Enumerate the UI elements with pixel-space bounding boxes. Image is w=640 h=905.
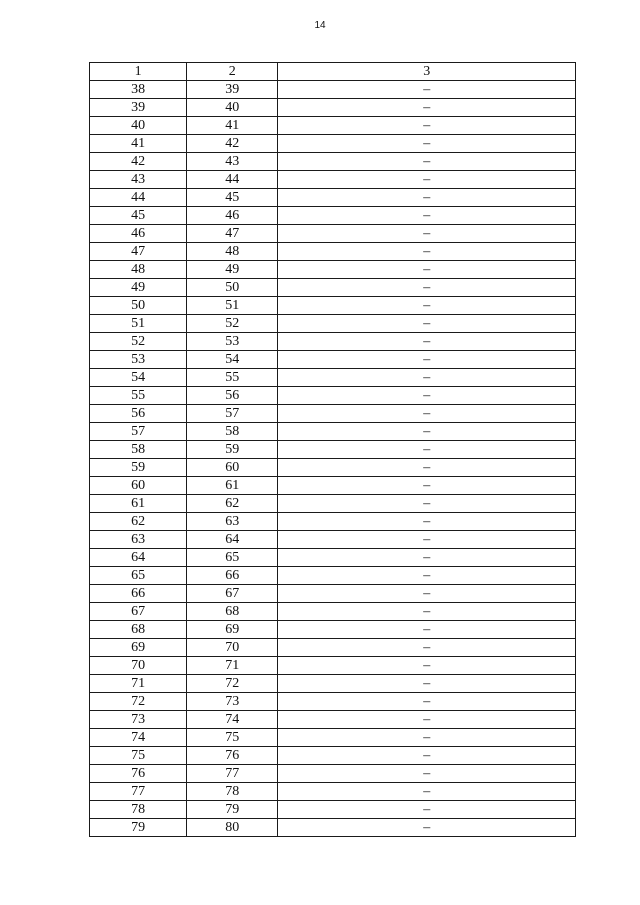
table-cell-col-2: 60	[187, 459, 278, 477]
table-cell-col-3: –	[278, 387, 576, 405]
table-row	[90, 783, 576, 801]
table-cell-col-1: 41	[90, 135, 187, 153]
table-cell-col-2: 70	[187, 639, 278, 657]
table-cell-col-3: –	[278, 639, 576, 657]
table-row	[90, 513, 576, 531]
table-cell-col-2: 48	[187, 243, 278, 261]
table-cell-col-2: 79	[187, 801, 278, 819]
table-row	[90, 423, 576, 441]
table-row	[90, 81, 576, 99]
table-cell-col-2: 44	[187, 171, 278, 189]
table-cell-col-1: 59	[90, 459, 187, 477]
table-row	[90, 99, 576, 117]
table-cell-col-2: 49	[187, 261, 278, 279]
column-header-1: 1	[90, 63, 187, 81]
table-row	[90, 729, 576, 747]
table-row	[90, 711, 576, 729]
table-cell-col-3: –	[278, 765, 576, 783]
table-cell-col-1: 75	[90, 747, 187, 765]
table-cell-col-1: 54	[90, 369, 187, 387]
table-cell-col-3: –	[278, 567, 576, 585]
table-cell-col-3: –	[278, 279, 576, 297]
table-cell-col-1: 57	[90, 423, 187, 441]
table-row	[90, 531, 576, 549]
table-cell-col-1: 77	[90, 783, 187, 801]
table-cell-col-2: 55	[187, 369, 278, 387]
table-cell-col-3: –	[278, 171, 576, 189]
table-cell-col-1: 49	[90, 279, 187, 297]
table-cell-col-3: –	[278, 675, 576, 693]
table-cell-col-1: 56	[90, 405, 187, 423]
table-cell-col-1: 72	[90, 693, 187, 711]
table-cell-col-1: 79	[90, 819, 187, 837]
table-cell-col-2: 52	[187, 315, 278, 333]
table-cell-col-3: –	[278, 333, 576, 351]
table-cell-col-3: –	[278, 117, 576, 135]
table-cell-col-3: –	[278, 405, 576, 423]
table-cell-col-3: –	[278, 819, 576, 837]
table-cell-col-3: –	[278, 99, 576, 117]
table-cell-col-3: –	[278, 495, 576, 513]
table-cell-col-2: 57	[187, 405, 278, 423]
table-cell-col-1: 61	[90, 495, 187, 513]
table-cell-col-2: 50	[187, 279, 278, 297]
table-cell-col-3: –	[278, 135, 576, 153]
table-cell-col-2: 45	[187, 189, 278, 207]
table-cell-col-2: 41	[187, 117, 278, 135]
table-cell-col-3: –	[278, 531, 576, 549]
table-cell-col-2: 61	[187, 477, 278, 495]
table-row	[90, 135, 576, 153]
table-cell-col-1: 46	[90, 225, 187, 243]
table-cell-col-1: 51	[90, 315, 187, 333]
table-cell-col-1: 68	[90, 621, 187, 639]
table-row	[90, 549, 576, 567]
table-cell-col-2: 72	[187, 675, 278, 693]
table-cell-col-2: 39	[187, 81, 278, 99]
table-cell-col-2: 71	[187, 657, 278, 675]
table-cell-col-2: 66	[187, 567, 278, 585]
table-row	[90, 693, 576, 711]
table-cell-col-3: –	[278, 441, 576, 459]
table-cell-col-1: 45	[90, 207, 187, 225]
table-row	[90, 441, 576, 459]
table-cell-col-2: 51	[187, 297, 278, 315]
table-cell-col-2: 80	[187, 819, 278, 837]
table-cell-col-2: 77	[187, 765, 278, 783]
page-number: 14	[314, 20, 326, 31]
table-cell-col-3: –	[278, 423, 576, 441]
table-cell-col-1: 55	[90, 387, 187, 405]
table-row	[90, 585, 576, 603]
table-cell-col-1: 70	[90, 657, 187, 675]
table-cell-col-3: –	[278, 801, 576, 819]
table-cell-col-1: 40	[90, 117, 187, 135]
table-cell-col-3: –	[278, 603, 576, 621]
table-cell-col-3: –	[278, 711, 576, 729]
table-cell-col-1: 42	[90, 153, 187, 171]
table-row	[90, 171, 576, 189]
table-cell-col-2: 74	[187, 711, 278, 729]
table-row	[90, 369, 576, 387]
table-cell-col-3: –	[278, 315, 576, 333]
table-cell-col-2: 40	[187, 99, 278, 117]
table-cell-col-3: –	[278, 477, 576, 495]
table-cell-col-3: –	[278, 657, 576, 675]
column-header-2: 2	[187, 63, 278, 81]
column-header-3: 3	[278, 63, 576, 81]
table-cell-col-3: –	[278, 369, 576, 387]
table-cell-col-1: 65	[90, 567, 187, 585]
table-cell-col-3: –	[278, 747, 576, 765]
data-table	[89, 62, 576, 837]
table-cell-col-3: –	[278, 729, 576, 747]
table-row	[90, 459, 576, 477]
table-cell-col-2: 42	[187, 135, 278, 153]
table-cell-col-3: –	[278, 459, 576, 477]
table-cell-col-3: –	[278, 81, 576, 99]
table-cell-col-1: 73	[90, 711, 187, 729]
table-row	[90, 297, 576, 315]
table-cell-col-1: 76	[90, 765, 187, 783]
table-row	[90, 801, 576, 819]
table-cell-col-1: 69	[90, 639, 187, 657]
table-cell-col-1: 60	[90, 477, 187, 495]
table-row	[90, 621, 576, 639]
table-row	[90, 405, 576, 423]
table-cell-col-3: –	[278, 261, 576, 279]
table-cell-col-3: –	[278, 621, 576, 639]
table-row	[90, 117, 576, 135]
table-cell-col-3: –	[278, 513, 576, 531]
table-row	[90, 819, 576, 837]
table-cell-col-2: 76	[187, 747, 278, 765]
table-cell-col-1: 48	[90, 261, 187, 279]
table-cell-col-2: 54	[187, 351, 278, 369]
table-cell-col-1: 63	[90, 531, 187, 549]
table-cell-col-1: 43	[90, 171, 187, 189]
table-header	[90, 63, 576, 81]
table-row	[90, 657, 576, 675]
table-cell-col-2: 73	[187, 693, 278, 711]
table-cell-col-2: 59	[187, 441, 278, 459]
table-cell-col-3: –	[278, 297, 576, 315]
table-row	[90, 567, 576, 585]
table-cell-col-2: 68	[187, 603, 278, 621]
table-row	[90, 279, 576, 297]
table-cell-col-3: –	[278, 243, 576, 261]
table-cell-col-1: 53	[90, 351, 187, 369]
table-cell-col-3: –	[278, 783, 576, 801]
table-row	[90, 333, 576, 351]
table-cell-col-1: 44	[90, 189, 187, 207]
table-row	[90, 351, 576, 369]
table-cell-col-2: 43	[187, 153, 278, 171]
table-cell-col-2: 56	[187, 387, 278, 405]
table-row	[90, 387, 576, 405]
table-cell-col-2: 62	[187, 495, 278, 513]
table-cell-col-3: –	[278, 207, 576, 225]
table-cell-col-2: 47	[187, 225, 278, 243]
table-cell-col-2: 78	[187, 783, 278, 801]
table-cell-col-3: –	[278, 693, 576, 711]
table-cell-col-1: 74	[90, 729, 187, 747]
table-cell-col-2: 67	[187, 585, 278, 603]
table-row	[90, 477, 576, 495]
table-cell-col-2: 65	[187, 549, 278, 567]
table-cell-col-2: 69	[187, 621, 278, 639]
table-cell-col-2: 63	[187, 513, 278, 531]
table-cell-col-1: 39	[90, 99, 187, 117]
table-body	[90, 81, 576, 837]
table-cell-col-3: –	[278, 549, 576, 567]
table-cell-col-1: 64	[90, 549, 187, 567]
table-cell-col-2: 58	[187, 423, 278, 441]
table-row	[90, 207, 576, 225]
table-cell-col-1: 47	[90, 243, 187, 261]
table-cell-col-3: –	[278, 225, 576, 243]
table-row	[90, 225, 576, 243]
table-cell-col-1: 62	[90, 513, 187, 531]
table-cell-col-1: 52	[90, 333, 187, 351]
table-row	[90, 603, 576, 621]
table-row	[90, 189, 576, 207]
table-cell-col-1: 67	[90, 603, 187, 621]
table-cell-col-2: 53	[187, 333, 278, 351]
table-cell-col-3: –	[278, 189, 576, 207]
table-row	[90, 153, 576, 171]
table-cell-col-3: –	[278, 153, 576, 171]
table-cell-col-3: –	[278, 585, 576, 603]
table-cell-col-1: 78	[90, 801, 187, 819]
table-row	[90, 675, 576, 693]
table-row	[90, 315, 576, 333]
table-row	[90, 765, 576, 783]
table-header-row	[90, 63, 576, 81]
table-cell-col-2: 46	[187, 207, 278, 225]
table-row	[90, 261, 576, 279]
table-row	[90, 495, 576, 513]
table-cell-col-1: 66	[90, 585, 187, 603]
table-cell-col-2: 64	[187, 531, 278, 549]
table-cell-col-1: 38	[90, 81, 187, 99]
table-cell-col-2: 75	[187, 729, 278, 747]
table-row	[90, 639, 576, 657]
table-row	[90, 747, 576, 765]
table-cell-col-3: –	[278, 351, 576, 369]
table-row	[90, 243, 576, 261]
table-cell-col-1: 58	[90, 441, 187, 459]
table-cell-col-1: 71	[90, 675, 187, 693]
table-cell-col-1: 50	[90, 297, 187, 315]
